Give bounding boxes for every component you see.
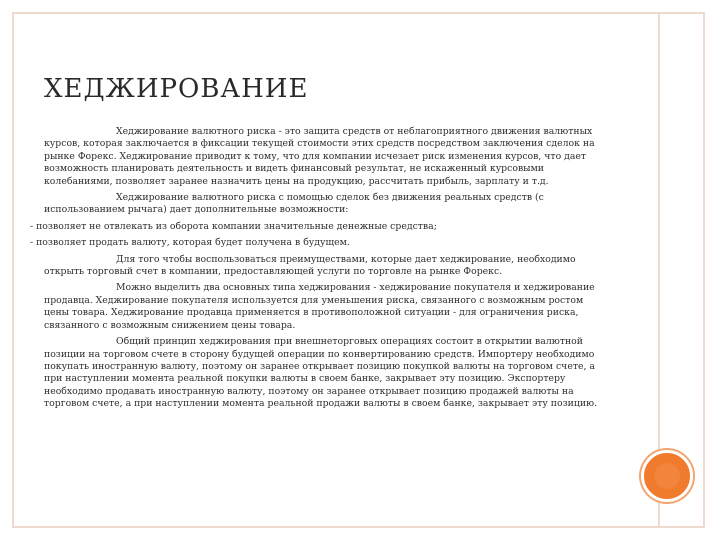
paragraph-leverage: Хеджирование валютного риска с помощью сделок без движения реальных средств (с использованием рычага) дает дополнительные возможности: [44, 192, 544, 216]
paragraph-types: Можно выделить два основных типа хеджирования - хеджирование покупателя и хеджирование продавца. Хеджирование покупателя используется для уменьшения риска, связанного с возможным ростом цены товара. Хеджирование продавца применяется в противоположной ситуации - для ограничения риска, связанного с возможным снижением цены товара. [44, 282, 595, 331]
decorative-circle-inner [654, 463, 680, 489]
list-item: - позволяет продать валюту, которая будет получена в будущем. [30, 237, 350, 249]
paragraph-principle: Общий принцип хеджирования при внешнеторговых операциях состоит в открытии валютной позиции на торговом счете в сторону будущей операции по конвертированию средств. Импортеру необходимо покупать иностранную валюту, поэтому он заранее открывает позицию покупкой валюты на торговом счете, а при наступлении момента реальной покупки валюты в своем банке, закрывает эту позицию. Экспортеру необходимо продавать иностранную валюту, поэтому он заранее открывает позицию продажей валюты на торговом счете, а при наступлении момента реальной продажи валюты в своем банке, закрывает эту позицию. [44, 336, 598, 410]
list-item: - позволяет не отвлекать из оборота компании значительные денежные средства; [30, 220, 437, 232]
slide-title: ХЕДЖИРОВАНИЕ [44, 74, 309, 104]
slide-body [30, 126, 604, 415]
paragraph-account: Для того чтобы воспользоваться преимуществами, которые дает хеджирование, необходимо открыть торговый счет в компании, предоставляющей услуги по торговле на рынке Форекс. [44, 253, 576, 278]
decorative-circle-icon [641, 450, 693, 502]
paragraph-definition: Хеджирование валютного риска - это защита средств от неблагоприятного движения валютных курсов, которая заключается в фиксации текущей стоимости этих средств посредством заключения сделок на рынке Форекс. Хеджирование приводит к тому, что для компании исчезает риск изменения курсов, что дает возможность планировать деятельность и видеть финансовый результат, не искаженный курсовыми колебаниями, позволяет заранее назначить цены на продукцию, рассчитать прибыль, зарплату и т.д. [44, 126, 595, 187]
